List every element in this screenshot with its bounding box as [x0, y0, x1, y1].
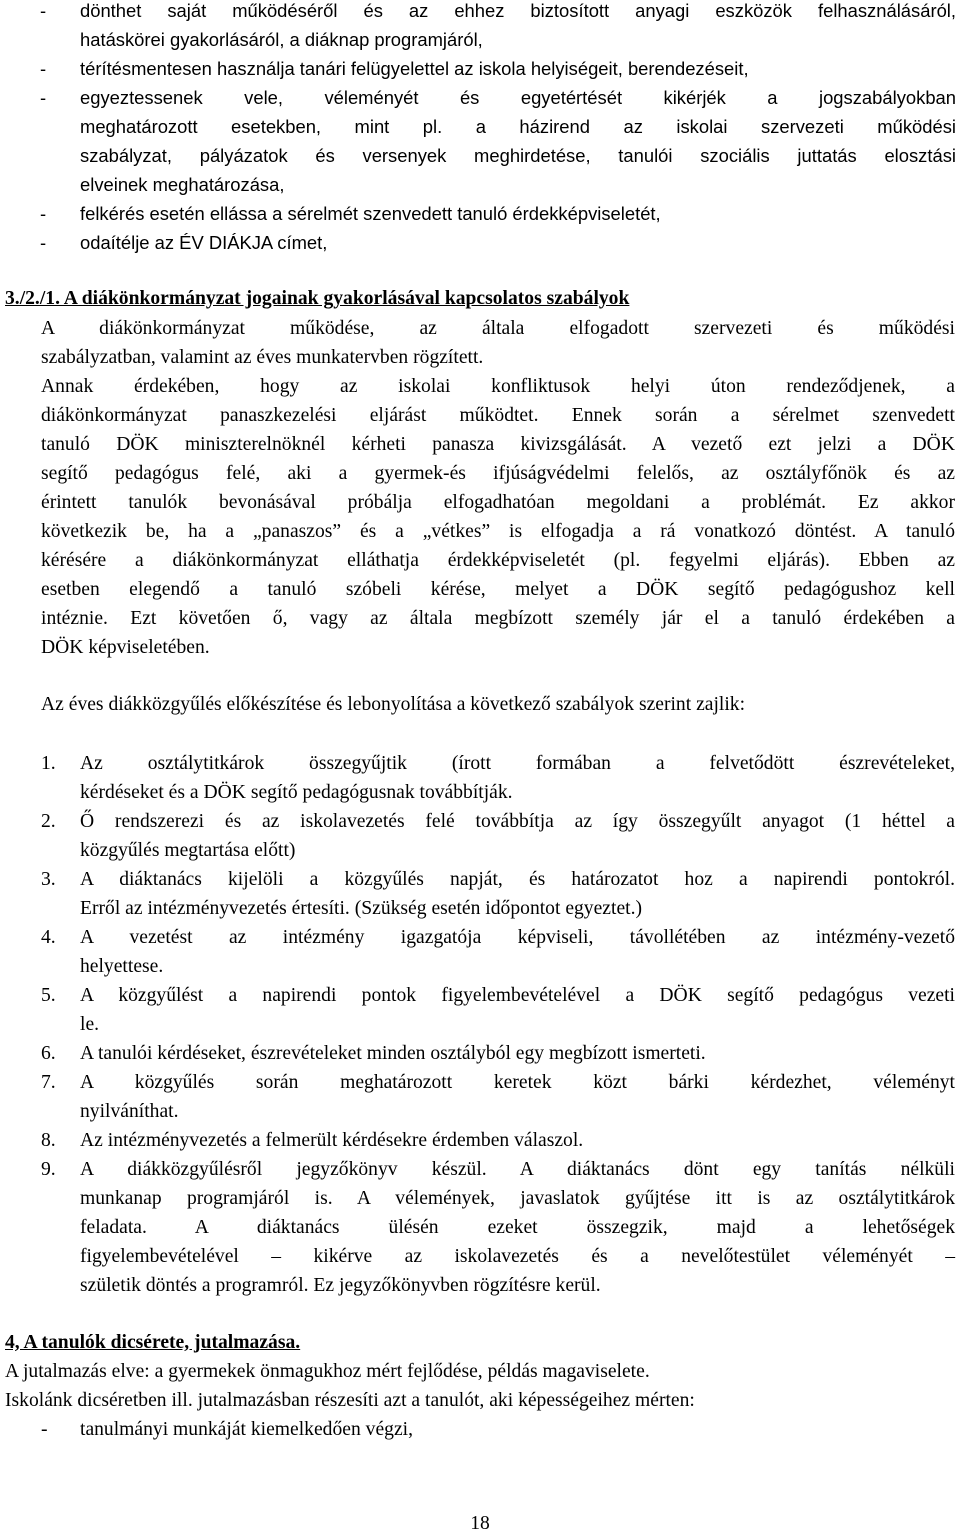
- list-bullet: -: [40, 232, 47, 253]
- list-item-line: egyeztessenek vele, véleményét és egyetértését kikérjék a jogszabályokban: [80, 87, 956, 108]
- step-number: 2.: [41, 811, 56, 832]
- step-line: nyilváníthat.: [80, 1101, 179, 1122]
- paragraph-line: következik be, ha a „panaszos” és a „vétkes” is elfogadja a rá vonatkozó döntést. A tanuló: [41, 521, 955, 542]
- step-line: kérdéseket és a DÖK segítő pedagógusnak továbbítják.: [80, 782, 513, 803]
- list-item-line: elveinek meghatározása,: [80, 174, 285, 195]
- step-line: Erről az intézményvezetés értesíti. (Szükség esetén időpontot egyeztet.): [80, 898, 643, 919]
- paragraph-line: diákönkormányzat panaszkezelési eljárást működtet. Ennek során a sérelmet szenvedett: [41, 405, 955, 426]
- list-item-line: odaítélje az ÉV DIÁKJA címet,: [80, 232, 328, 253]
- section-heading: 3./2./1. A diákönkormányzat jogainak gyakorlásával kapcsolatos szabályok: [5, 288, 630, 309]
- step-number: 3.: [41, 869, 56, 890]
- paragraph-line: Annak érdekében, hogy az iskolai konfliktusok helyi úton rendeződjenek, a: [41, 376, 955, 397]
- list-item-line: tanulmányi munkáját kiemelkedően végzi,: [80, 1419, 413, 1440]
- paragraph-line: segítő pedagógus felé, aki a gyermek-és ifjúságvédelmi felelős, az osztályfőnök és az: [41, 463, 955, 484]
- step-line: le.: [80, 1014, 100, 1035]
- step-line: Ő rendszerezi és az iskolavezetés felé továbbítja az így összegyűlt anyagot (1 héttel a: [80, 811, 955, 832]
- paragraph-line: érintett tanulók bevonásával próbálja elfogadhatóan megoldani a problémát. Ez akkor: [41, 492, 955, 513]
- assembly-intro: Az éves diákközgyűlés előkészítése és lebonyolítása a következő szabályok szerint zajlik:: [41, 694, 746, 715]
- step-number: 9.: [41, 1159, 56, 1180]
- step-line: A közgyűlés során meghatározott keretek közt bárki kérdezhet, véleményt: [80, 1072, 955, 1093]
- step-number: 5.: [41, 985, 56, 1006]
- step-number: 6.: [41, 1043, 56, 1064]
- paragraph-line: intéznie. Ezt követően ő, vagy az általa megbízott személy jár el a tanuló érdekében a: [41, 608, 955, 629]
- list-bullet: -: [40, 87, 47, 108]
- step-number: 8.: [41, 1130, 56, 1151]
- step-line: A vezetést az intézmény igazgatója képviseli, távollétében az intézmény-vezető: [80, 927, 955, 948]
- step-line: Az intézményvezetés a felmerült kérdésekre érdemben válaszol.: [80, 1130, 584, 1151]
- step-line: figyelembevételével – kikérve az iskolavezetés és a nevelőtestület véleményét –: [80, 1246, 955, 1267]
- step-line: Az osztálytitkárok összegyűjtik (írott formában a felvetődött észrevételeket,: [80, 753, 955, 774]
- list-bullet: -: [41, 1419, 48, 1440]
- list-item-line: térítésmentesen használja tanári felügyelettel az iskola helyiségeit, berendezéseit,: [80, 58, 749, 79]
- list-item-line: dönthet saját működéséről és az ehhez biztosított anyagi eszközök felhasználásáról,: [80, 0, 956, 21]
- list-item-line: meghatározott esetekben, mint pl. a házirend az iskolai szervezeti működési: [80, 116, 956, 137]
- step-line: A diákközgyűlésről jegyzőkönyv készül. A diáktanács dönt egy tanítás nélküli: [80, 1159, 955, 1180]
- list-item-line: hatáskörei gyakorlásáról, a diáknap programjáról,: [80, 29, 483, 50]
- page-number: 18: [470, 1513, 490, 1534]
- step-line: helyettese.: [80, 956, 164, 977]
- step-line: A közgyűlést a napirendi pontok figyelembevételével a DÖK segítő pedagógus vezeti: [80, 985, 955, 1006]
- paragraph-line: szabályzatban, valamint az éves munkatervben rögzített.: [41, 347, 484, 368]
- step-line: A tanulói kérdéseket, észrevételeket minden osztályból egy megbízott ismerteti.: [80, 1043, 706, 1064]
- step-number: 4.: [41, 927, 56, 948]
- paragraph-line: A diákönkormányzat működése, az általa elfogadott szervezeti és működési: [41, 318, 955, 339]
- paragraph-line: A jutalmazás elve: a gyermekek önmagukhoz mért fejlődése, példás magaviselete.: [5, 1361, 650, 1382]
- list-bullet: -: [40, 58, 47, 79]
- paragraph-line: DÖK képviseletében.: [41, 637, 210, 658]
- step-number: 1.: [41, 753, 56, 774]
- paragraph-line: kérésére a diákönkormányzat elláthatja érdekképviseletét (pl. fegyelmi eljárás). Ebben az: [41, 550, 955, 571]
- step-line: feladata. A diáktanács ülésén ezeket összegzik, majd a lehetőségek: [80, 1217, 955, 1238]
- paragraph-line: esetben elegendő a tanuló szóbeli kérése, melyet a DÖK segítő pedagógushoz kell: [41, 579, 955, 600]
- step-line: A diáktanács kijelöli a közgyűlés napját, és határozatot hoz a napirendi pontokról.: [80, 869, 955, 890]
- step-number: 7.: [41, 1072, 56, 1093]
- step-line: születik döntés a programról. Ez jegyzőkönyvben rögzítésre kerül.: [80, 1275, 601, 1296]
- step-line: közgyűlés megtartása előtt): [80, 840, 296, 861]
- list-item-line: felkérés esetén ellássa a sérelmét szenvedett tanuló érdekképviseletét,: [80, 203, 661, 224]
- section-heading: 4, A tanulók dicsérete, jutalmazása.: [5, 1332, 301, 1353]
- paragraph-line: tanuló DÖK miniszterelnöknél kérheti panasza kivizsgálását. A vezető ezt jelzi a DÖK: [41, 434, 955, 455]
- list-bullet: -: [40, 0, 47, 21]
- paragraph-line: Iskolánk dicséretben ill. jutalmazásban részesíti azt a tanulót, aki képességeihez mérten:: [5, 1390, 695, 1411]
- list-item-line: szabályzat, pályázatok és versenyek meghirdetése, tanulói szociális juttatás elosztási: [80, 145, 956, 166]
- list-bullet: -: [40, 203, 47, 224]
- step-line: munkanap programjáról is. A vélemények, javaslatok gyűjtése itt is az osztálytitkárok: [80, 1188, 955, 1209]
